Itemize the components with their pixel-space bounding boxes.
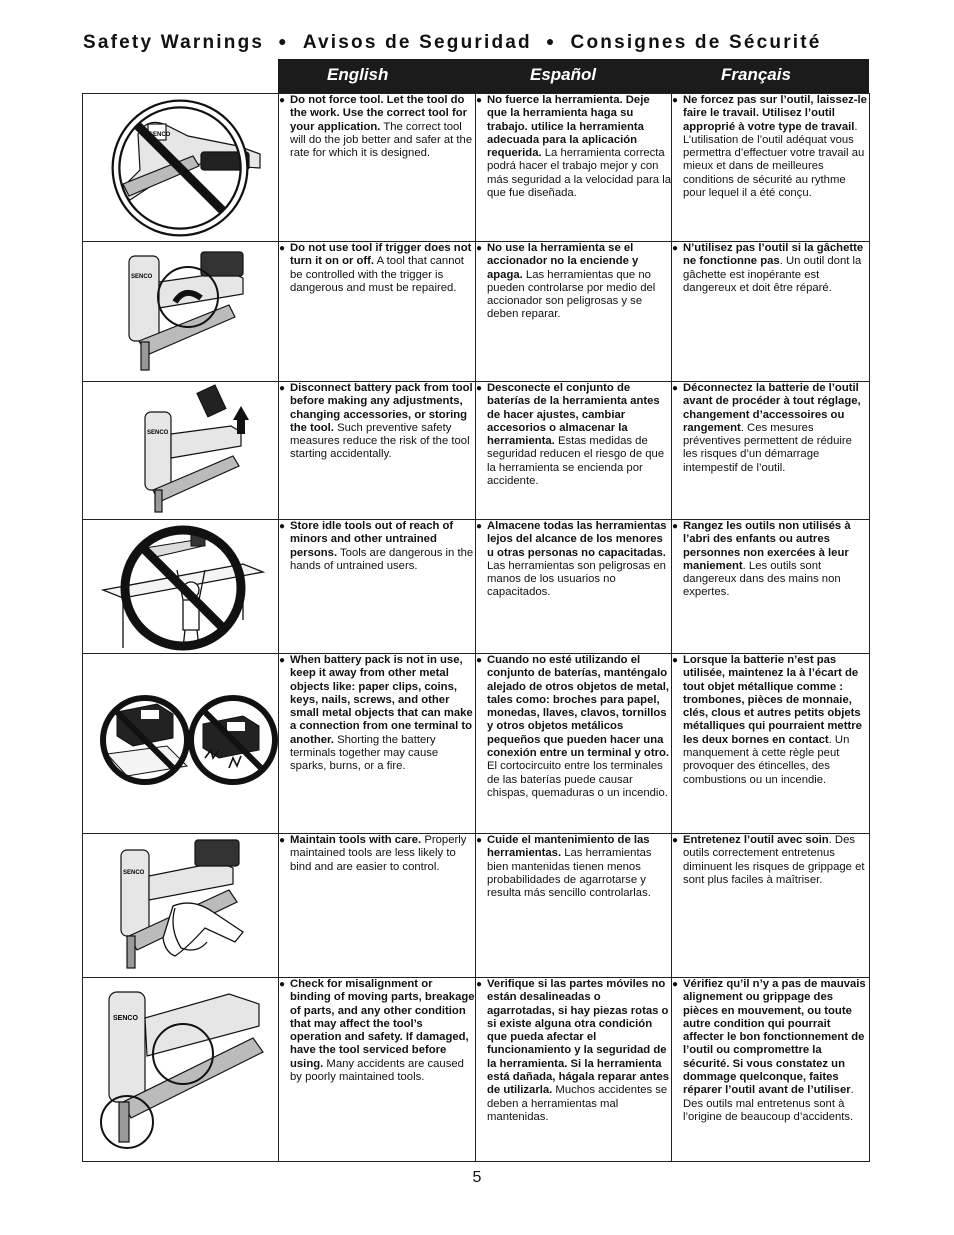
warning-bold-text: Desconecte el conjunto de baterías de la herramienta antes de hacer ajustes, cambiar accesorios o almacenar la herramienta. — [487, 382, 660, 448]
bullet-icon: ● — [476, 521, 483, 532]
illustration-cell — [83, 94, 279, 242]
bullet-icon: ● — [279, 95, 286, 106]
warning-text: . Un outil dont la gâchette est inopérante est dangereux et doit être réparé. — [683, 255, 862, 294]
warning-text: Many accidents are caused by poorly maintained tools. — [290, 1057, 464, 1084]
column-header-french: Français — [721, 65, 791, 84]
table-row — [83, 94, 870, 242]
table-row — [83, 520, 870, 654]
spanish-cell — [476, 654, 672, 834]
spanish-cell — [476, 242, 672, 382]
bullet-icon: ● — [476, 979, 483, 990]
brand-label: SENCO — [147, 430, 169, 436]
warning-text: Such preventive safety measures reduce the risk of the tool starting accidentally. — [290, 421, 470, 461]
illustration-cell — [83, 834, 279, 978]
bullet-icon: ● — [476, 655, 483, 666]
check-alignment-illustration — [83, 978, 278, 1160]
illustration-cell — [83, 654, 279, 834]
brand-label: SENCO — [149, 132, 171, 138]
warning-text: . Les outils sont dangereux dans des mains non expertes. — [683, 559, 841, 599]
warning-text: El cortocircuito entre los terminales de las baterías puede causar chispas, quemaduras o un incendio. — [487, 760, 668, 799]
battery-short-circuit-illustration — [83, 654, 278, 832]
safety-warnings-table — [82, 93, 870, 1162]
warning-bold-text: No fuerce la herramienta. Deje que la herramienta haga su trabajo. utilice la herramienta adecuada para la aplicación requerida. — [487, 94, 650, 160]
bullet-icon: ● — [672, 655, 679, 666]
warning-text: . Un manquement à cette règle peut provoquer des étincelles, des combustions ou un incendie. — [683, 733, 850, 786]
bullet-icon: ● — [279, 383, 286, 394]
spanish-cell — [476, 382, 672, 520]
spanish-cell — [476, 834, 672, 978]
warning-bold-text: Cuando no esté utilizando el conjunto de baterías, manténgalo alejado de otros objetos de metal, tales como: broches para papel, monedas, llaves, clavos, tornillos y otros objetos metálicos pequeños que pueden hacer una conexión entre un terminal y otro. — [487, 654, 670, 760]
warning-text: A tool that cannot be controlled with the trigger is dangerous and must be repaired. — [290, 255, 464, 294]
title-english: Safety Warnings — [83, 32, 265, 53]
title-separator: ● — [278, 33, 289, 49]
bullet-icon: ● — [672, 95, 679, 106]
brand-label: SENCO — [123, 870, 145, 876]
warning-bold-text: Almacene todas las herramientas lejos del alcance de los menores u otras personas no capacitadas. — [487, 520, 667, 559]
warning-bold-text: Do not use tool if trigger does not turn it on or off. — [290, 242, 472, 268]
warning-text: The correct tool will do the job better and safer at the rate for which it is designed. — [290, 120, 473, 160]
column-header-spanish: Español — [530, 65, 597, 84]
french-cell — [672, 382, 870, 520]
french-cell — [672, 834, 870, 978]
brand-label: SENCO — [113, 1015, 138, 1022]
bullet-icon: ● — [672, 243, 679, 254]
warning-text: Tools are dangerous in the hands of untrained users. — [290, 546, 474, 572]
english-cell — [279, 834, 476, 978]
warning-text: Muchos accidentes se deben a herramientas mal mantenidas. — [487, 1084, 668, 1123]
warning-bold-text: Disconnect battery pack from tool before making any adjustments, changing accessories, or storing the tool. — [290, 382, 473, 434]
table-row — [83, 978, 870, 1162]
page-title — [83, 32, 869, 54]
language-header-bar — [278, 59, 869, 93]
title-french: Consignes de Sécurité — [570, 32, 822, 53]
warning-bold-text: Rangez les outils non utilisés à l’abri des enfants ou autres personnes non exercées à leur maniement — [683, 520, 851, 572]
warning-bold-text: Do not force tool. Let the tool do the work. Use the correct tool for your application. — [290, 94, 468, 133]
warning-bold-text: No use la herramienta se el accionador no la enciende y apaga. — [487, 242, 639, 281]
warning-bold-text: Store idle tools out of reach of minors and other untrained persons. — [290, 520, 454, 559]
bullet-icon: ● — [672, 835, 679, 846]
bullet-icon: ● — [279, 979, 286, 990]
nailer-icon — [145, 412, 241, 512]
spanish-cell — [476, 94, 672, 242]
english-cell — [279, 242, 476, 382]
bullet-icon: ● — [279, 243, 286, 254]
bullet-icon: ● — [672, 383, 679, 394]
table-row — [83, 834, 870, 978]
warning-bold-text: Verifique si las partes móviles no están desalineadas o agarrotadas, si hay piezas rotas o si existe alguna otra condición que pueda afectar el funcionamiento y la seguridad de la herramienta. Si la herramienta está dañada, hágala reparar antes de utilizarla. — [487, 978, 670, 1097]
spanish-cell — [476, 978, 672, 1162]
brand-label: SENCO — [131, 274, 153, 280]
bullet-icon: ● — [672, 979, 679, 990]
warning-bold-text: Lorsque la batterie n’est pas utilisée, maintenez la à l’écart de tout objet métallique comme : trombones, pièces de monnaie, clés, clous et autres petits objets métalliques qui pourraient mettre les deux bornes en contact — [683, 654, 862, 746]
table-row — [83, 242, 870, 382]
cleaning-hand-icon — [163, 903, 243, 956]
warning-text: Las herramientas bien mantenidas tienen menos probabilidades de agarrotarse y resulta más sencillo controlarlas. — [487, 847, 652, 900]
maintain-tools-illustration — [83, 834, 278, 976]
no-force-tool-illustration — [83, 94, 278, 240]
bullet-icon: ● — [672, 521, 679, 532]
warning-text: Shorting the battery terminals together may cause sparks, burns, or a fire. — [290, 733, 439, 773]
bullet-icon: ● — [476, 243, 483, 254]
illustration-cell — [83, 382, 279, 520]
trigger-illustration — [83, 242, 278, 380]
french-cell — [672, 654, 870, 834]
bullet-icon: ● — [476, 95, 483, 106]
warning-text: . Des outils mal entretenus sont à l’origine de beaucoup d’accidents. — [683, 1084, 854, 1123]
french-cell — [672, 520, 870, 654]
illustration-cell — [83, 978, 279, 1162]
warning-text: Las herramientas que no pueden controlarse por medio del accionador son peligrosas y se deben reparar. — [487, 268, 656, 321]
title-spanish: Avisos de Seguridad — [302, 32, 532, 53]
warning-bold-text: Déconnectez la batterie de l’outil avant de procéder à tout réglage, changement d’accessoires ou rangement — [683, 382, 861, 434]
bullet-icon: ● — [279, 655, 286, 666]
warning-text: Las herramientas son peligrosas en manos de los usuarios no capacitados. — [487, 559, 666, 599]
bullet-icon: ● — [279, 835, 286, 846]
warning-text: Properly maintained tools are less likely to bind and are easier to control. — [290, 834, 467, 873]
english-cell — [279, 978, 476, 1162]
french-cell — [672, 94, 870, 242]
warning-text: Estas medidas de seguridad reducen el riesgo de que la herramienta se encienda por accidente. — [487, 435, 665, 488]
english-cell — [279, 654, 476, 834]
page-number: 5 — [472, 1169, 482, 1186]
warning-text: La herramienta correcta podrá hacer el trabajo mejor y con más seguridad a la velocidad para la que fue diseñada. — [487, 147, 671, 200]
column-header-english: English — [327, 65, 389, 84]
title-separator: ● — [545, 33, 557, 49]
french-cell — [672, 242, 870, 382]
warning-bold-text: Vérifiez qu’il n’y a pas de mauvais alignement ou grippage des pièces en mouvement, ou toute autre condition qui pourrait affecter le bon fonctionnement de l’outil ou compromettre la sécurité. Si vous constatez un dommage quelconque, faites réparer l’outil avant de l’utiliser — [683, 978, 866, 1097]
warning-bold-text: N’utilisez pas l’outil si la gâchette ne fonctionne pas — [683, 242, 864, 268]
illustration-cell — [83, 242, 279, 382]
store-tools-illustration — [83, 520, 278, 652]
table-row — [83, 654, 870, 834]
warning-bold-text: When battery pack is not in use, keep it away from other metal objects like: paper clips, coins, keys, nails, screws, and other small metal objects that can make a connection from one terminal to another. — [290, 654, 473, 746]
warning-bold-text: Cuide el mantenimiento de las herramientas. — [487, 834, 650, 860]
bullet-icon: ● — [476, 835, 483, 846]
english-cell — [279, 520, 476, 654]
warning-text: . Des outils correctement entretenus diminuent les risques de grippage et sont plus faciles à maîtriser. — [683, 834, 865, 886]
warning-bold-text: Ne forcez pas sur l’outil, laissez-le faire le travail. Utilisez l’outil approprié à votre type de travail — [683, 94, 867, 133]
bullet-icon: ● — [476, 383, 483, 394]
warning-bold-text: Entretenez l’outil avec soin — [683, 834, 829, 846]
warning-bold-text: Check for misalignment or binding of moving parts, breakage of parts, and any other condition that may affect the tool’s operation and safety. If damaged, have the tool serviced before using. — [290, 978, 475, 1070]
nailer-icon — [129, 252, 243, 370]
table-row — [83, 382, 870, 520]
english-cell — [279, 382, 476, 520]
disconnect-battery-illustration — [83, 382, 278, 518]
spanish-cell — [476, 520, 672, 654]
warning-bold-text: Maintain tools with care. — [290, 834, 422, 846]
warning-text: . L’utilisation de l’outil adéquat vous permettra d’effectuer votre travail au mieux et dans de meilleures conditions de sécurité au rythme pour lequel il a été conçu. — [683, 120, 865, 200]
bullet-icon: ● — [279, 521, 286, 532]
illustration-cell — [83, 520, 279, 654]
french-cell — [672, 978, 870, 1162]
battery-pack-icon — [197, 385, 226, 417]
warning-text: . Ces mesures préventives permettent de réduire les risques d’un démarrage intempestif de l’outil. — [683, 421, 852, 474]
english-cell — [279, 94, 476, 242]
